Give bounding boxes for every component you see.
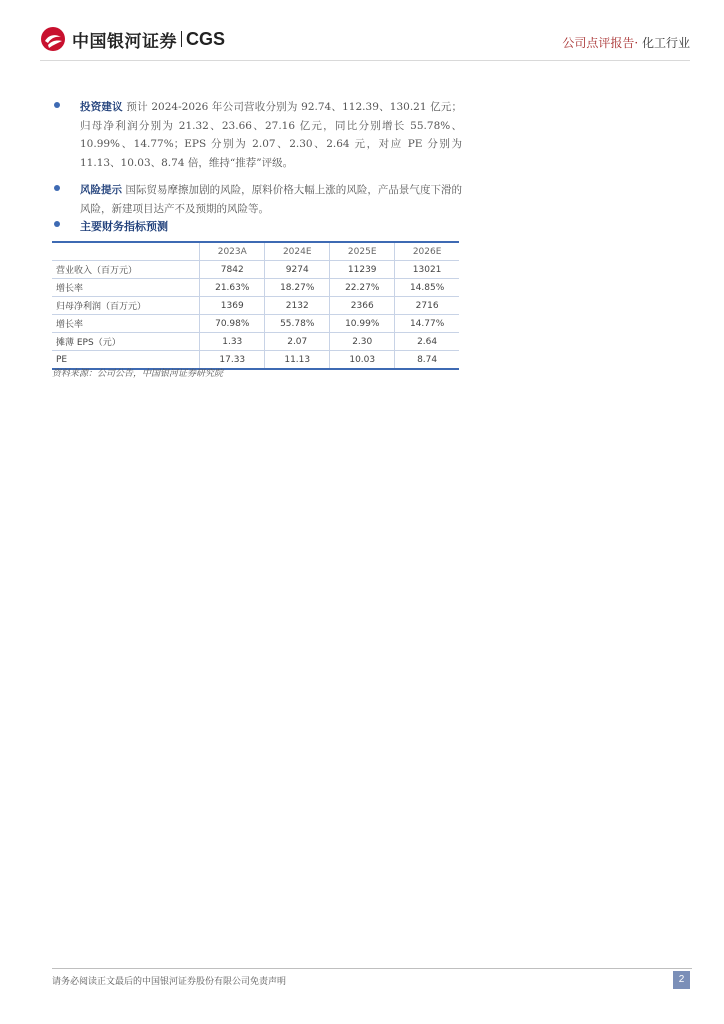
table-row — [52, 261, 459, 279]
table-cell: 11239 — [330, 261, 395, 279]
table-cell: 1.33 — [200, 333, 265, 351]
row-label: 归母净利润（百万元） — [52, 297, 200, 315]
row-label: 摊薄 EPS（元） — [52, 333, 200, 351]
table-cell: 2.64 — [395, 333, 459, 351]
financial-forecast-table — [52, 241, 459, 370]
row-label: 增长率 — [52, 315, 200, 333]
section-dot-icon — [54, 221, 60, 227]
bullet-dot-icon — [54, 102, 60, 108]
table-cell: 11.13 — [265, 351, 330, 370]
page-header — [40, 26, 690, 56]
table-cell: 22.27% — [330, 279, 395, 297]
table-cell: 9274 — [265, 261, 330, 279]
data-source-note: 资料来源：公司公告，中国银河证券研究院 — [52, 369, 224, 379]
bullet-text: 国际贸易摩擦加剧的风险，原料价格大幅上涨的风险，产品景气度下滑的风险，新建项目达产不及预期的风险等。 — [80, 184, 463, 215]
table-cell: 17.33 — [200, 351, 265, 370]
header-divider — [40, 60, 690, 61]
brand-divider — [181, 31, 182, 47]
header-cell: 2023A — [200, 242, 265, 261]
cgs-logo-icon — [40, 26, 66, 52]
brand-name-en: CGS — [186, 28, 226, 49]
table-cell: 21.63% — [200, 279, 265, 297]
table-cell: 10.03 — [330, 351, 395, 370]
header-cell: 2026E — [395, 242, 459, 261]
brand-name-cn: 中国银河证券 — [72, 31, 177, 52]
footer-disclaimer: 请务必阅读正文最后的中国银河证券股份有限公司免责声明 — [52, 977, 287, 987]
table-row — [52, 297, 459, 315]
table-cell: 8.74 — [395, 351, 459, 370]
table-cell: 10.99% — [330, 315, 395, 333]
page-number: 2 — [673, 971, 690, 989]
table-cell: 2132 — [265, 297, 330, 315]
table-cell: 70.98% — [200, 315, 265, 333]
table-header-row — [52, 242, 459, 261]
footer-divider — [52, 968, 692, 969]
bullet-risk-warning — [52, 181, 462, 218]
header-cell: 2025E — [330, 242, 395, 261]
table-cell: 2366 — [330, 297, 395, 315]
row-label: 营业收入（百万元） — [52, 261, 200, 279]
table-title: 主要财务指标预测 — [80, 220, 168, 233]
header-cell: 2024E — [265, 242, 330, 261]
report-type — [562, 34, 690, 51]
table-cell: 2716 — [395, 297, 459, 315]
bullet-title: 风险提示 — [80, 184, 123, 196]
header-cell — [52, 242, 200, 261]
table-cell: 1369 — [200, 297, 265, 315]
row-label: 增长率 — [52, 279, 200, 297]
bullet-text: 预计 2024-2026 年公司营收分别为 92.74、112.39、130.21 亿元；归母净利润分别为 21.32、23.66、27.16 亿元，同比分别增长 55.78%、10.99%、14.77%；EPS 分别为 2.07、2.30、2.64 元，对应 PE 分别为 11.13、10.03、8.74 倍，维持“推荐”评级。 — [80, 101, 462, 169]
report-type-separator: · — [634, 36, 639, 50]
industry-label: 化工行业 — [641, 36, 690, 50]
table-cell: 7842 — [200, 261, 265, 279]
bullet-list — [52, 98, 462, 218]
table-row — [52, 315, 459, 333]
table-cell: 18.27% — [265, 279, 330, 297]
bullet-investment-advice — [52, 98, 462, 172]
table-cell: 2.30 — [330, 333, 395, 351]
table-cell: 2.07 — [265, 333, 330, 351]
table-cell: 13021 — [395, 261, 459, 279]
bullet-title: 投资建议 — [80, 101, 123, 113]
table-cell: 14.85% — [395, 279, 459, 297]
brand-logo — [40, 26, 225, 52]
table-row — [52, 333, 459, 351]
report-type-label: 公司点评报告 — [562, 36, 635, 50]
bullet-dot-icon — [54, 185, 60, 191]
table-cell: 14.77% — [395, 315, 459, 333]
row-label: PE — [52, 351, 200, 370]
table-cell: 55.78% — [265, 315, 330, 333]
table-row — [52, 279, 459, 297]
